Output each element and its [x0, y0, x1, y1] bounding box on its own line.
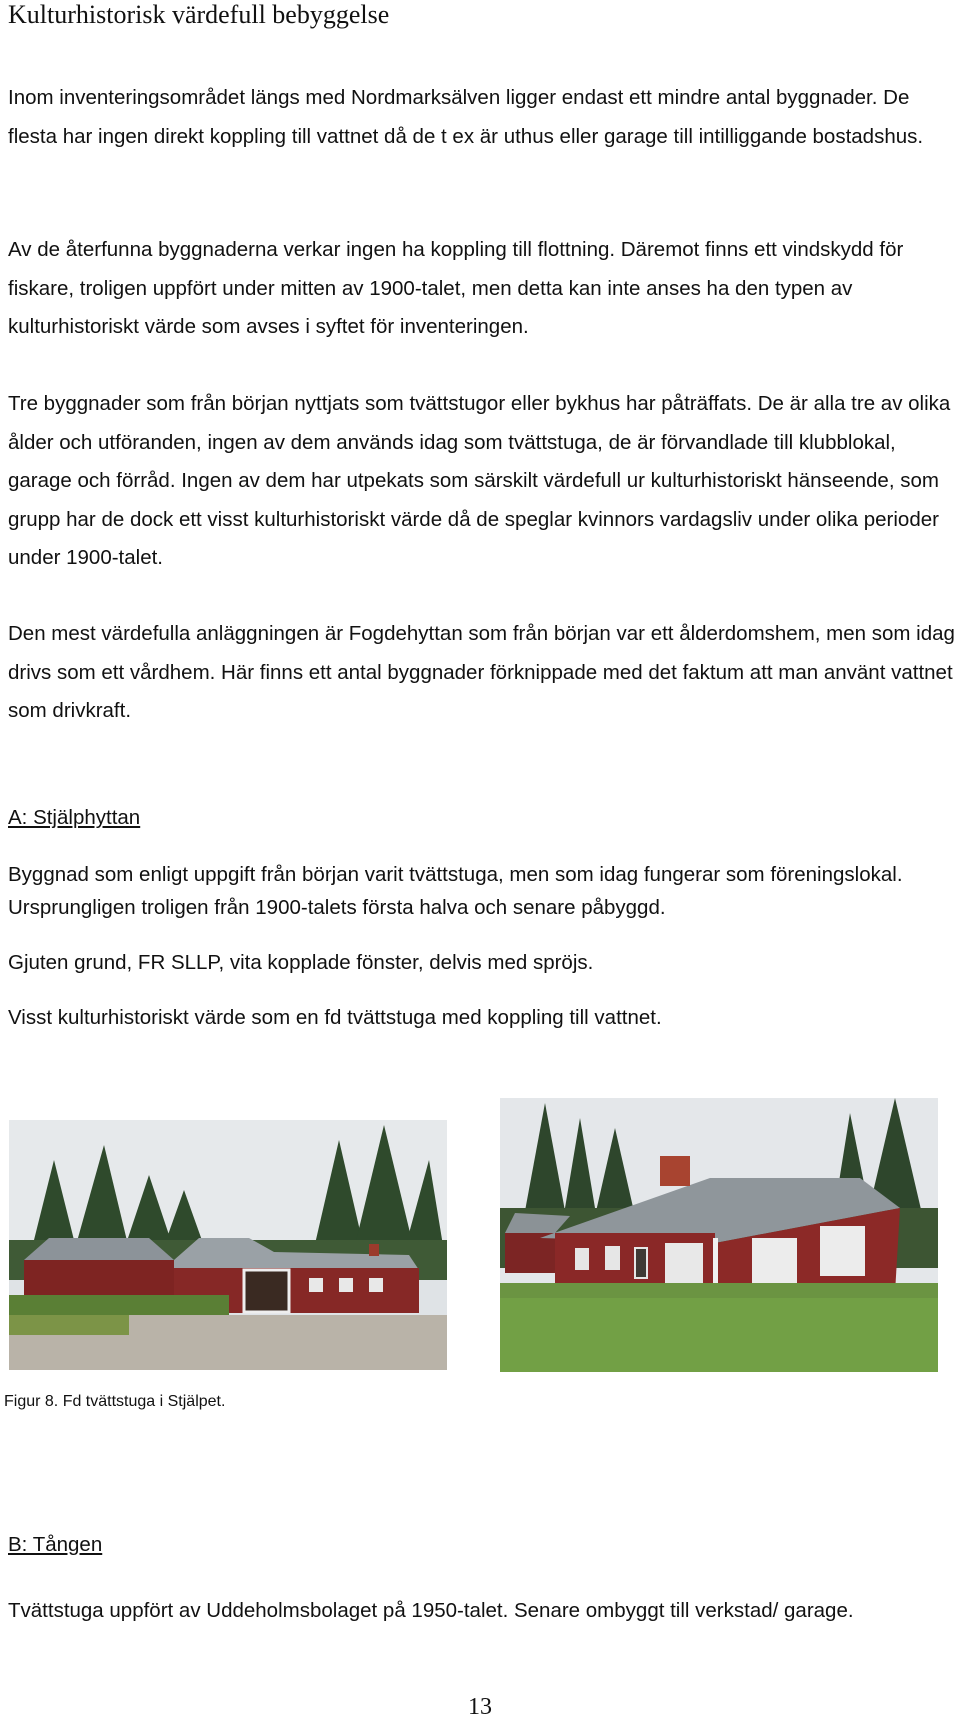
section-b-heading: B: Tången [8, 1533, 103, 1556]
tvattstugor-paragraph: Tre byggnader som från början nyttjats som tvättstugor eller bykhus har påträffats. De är alla tre av olika ålder och utföranden, ingen av dem används idag som tvättstuga, de är förvandlade till klubblokal, garage och förråd. Ingen av dem har utpekats som särskilt värdefull ur kulturhistoriskt hänseende, som grupp har de dock ett visst kulturhistoriskt värde då de speglar kvinnors vardagsliv under olika perioder under 1900-talet. [8, 392, 951, 569]
photo-tvattstuga-front [9, 1120, 447, 1370]
section-a-paragraph: Gjuten grund, FR SLLP, vita kopplade fönster, delvis med spröjs. [8, 951, 594, 974]
page-title: Kulturhistorisk värdefull bebyggelse [8, 0, 390, 29]
page-number: 13 [468, 1694, 492, 1720]
flottning-paragraph: Av de återfunna byggnaderna verkar ingen ha koppling till flottning. Däremot finns ett vindskydd för fiskare, troligen uppfört under mitten av 1900-talet, men detta kan inte anses ha den typen av kulturhistoriskt värde som avses i syftet för inventeringen. [8, 238, 904, 338]
photo-tvattstuga-side [500, 1098, 938, 1372]
fogdehyttan-paragraph: Den mest värdefulla anläggningen är Fogdehyttan som från början var ett ålderdomshem, men som idag drivs som ett vårdhem. Här finns ett antal byggnader förknippade med det faktum att man använt vattnet som drivkraft. [8, 622, 955, 722]
section-a-heading: A: Stjälphyttan [8, 806, 141, 829]
intro-paragraph: Inom inventeringsområdet längs med Nordmarksälven ligger endast ett mindre antal byggnader. De flesta har ingen direkt koppling till vattnet då de t ex är uthus eller garage till intilliggande bostadshus. [8, 86, 924, 148]
section-a-paragraph: Visst kulturhistoriskt värde som en fd tvättstuga med koppling till vattnet. [8, 1006, 662, 1029]
section-a-paragraph: Byggnad som enligt uppgift från början varit tvättstuga, men som idag fungerar som föreningslokal. Ursprungligen troligen från 1900-talets första halva och senare påbyggd. [8, 863, 903, 919]
figure-caption: Figur 8. Fd tvättstuga i Stjälpet. [4, 1393, 226, 1410]
section-b-paragraph: Tvättstuga uppfört av Uddeholmsbolaget på 1950-talet. Senare ombyggt till verkstad/ garage. [8, 1599, 854, 1622]
